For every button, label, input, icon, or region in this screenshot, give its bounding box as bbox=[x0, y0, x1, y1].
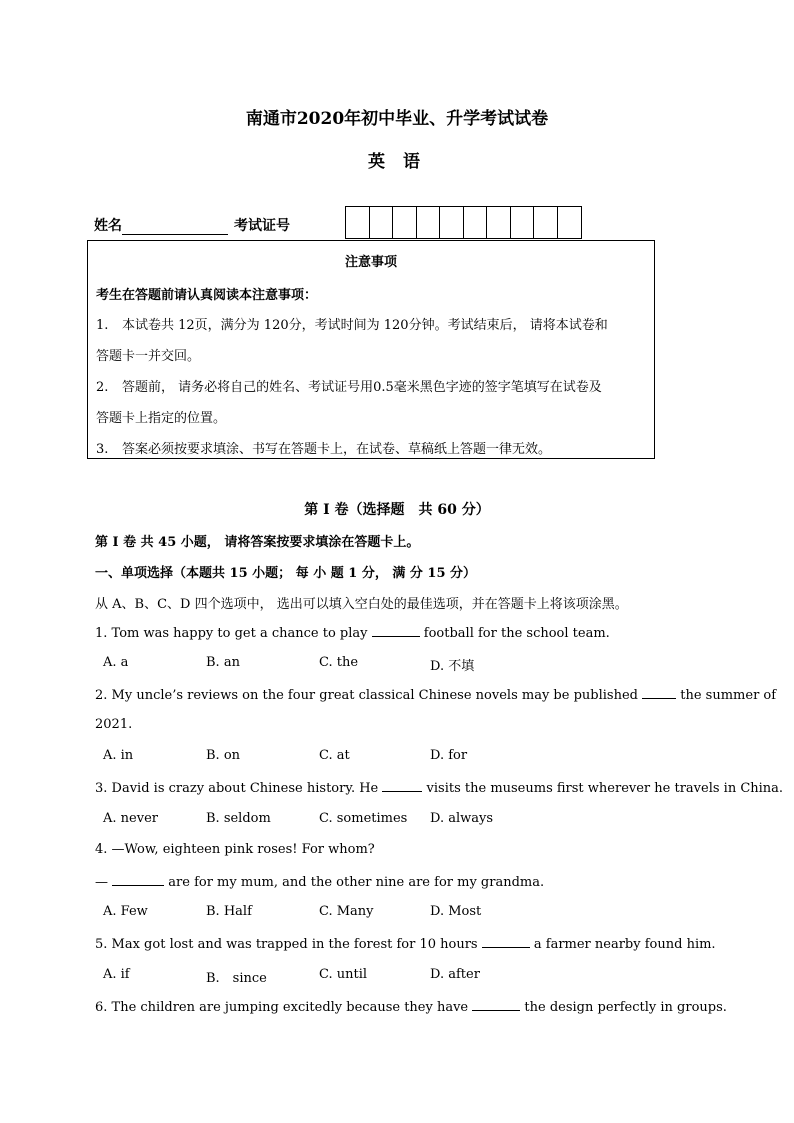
stem-text: the summer of bbox=[680, 688, 777, 703]
stem-text: 1. Tom was happy to get a chance to play bbox=[95, 626, 368, 641]
id-cell bbox=[417, 207, 441, 238]
question-stem: 4. —Wow, eighteen pink roses! For whom? bbox=[95, 842, 375, 857]
notice-box bbox=[87, 240, 655, 459]
option: C. the bbox=[319, 655, 359, 670]
dash: — bbox=[95, 875, 108, 890]
stem-text: a farmer nearby found him. bbox=[533, 937, 716, 952]
notice-item-num: 2. bbox=[96, 380, 109, 395]
id-cell bbox=[393, 207, 417, 238]
option: D. always bbox=[430, 811, 494, 826]
notice-item bbox=[96, 376, 602, 395]
option: C. at bbox=[319, 748, 350, 763]
notice-item-num: 1. bbox=[96, 318, 109, 333]
name-label: 姓名 bbox=[94, 218, 122, 234]
id-cell bbox=[558, 207, 582, 238]
notice-item bbox=[96, 438, 551, 457]
question-stem bbox=[95, 624, 610, 641]
name-blank bbox=[122, 220, 228, 235]
section-note: 第 I 卷 共 45 小题， 请将答案按要求填涂在答题卡上。 bbox=[95, 535, 420, 550]
page-title: 南通市2020年初中毕业、升学考试试卷 bbox=[245, 109, 549, 129]
option: A. in bbox=[103, 748, 134, 763]
answer-blank bbox=[482, 935, 530, 948]
answer-blank bbox=[642, 686, 676, 699]
notice-item-num: 3. bbox=[96, 442, 109, 457]
stem-text: the design perfectly in groups. bbox=[524, 1000, 727, 1015]
option: A. a bbox=[103, 655, 129, 670]
notice-intro: 考生在答题前请认真阅读本注意事项： bbox=[96, 288, 318, 303]
answer-blank bbox=[382, 779, 422, 792]
name-id-line bbox=[94, 215, 290, 235]
id-cell bbox=[487, 207, 511, 238]
question-stem bbox=[95, 935, 716, 952]
option: D. Most bbox=[430, 904, 482, 919]
option: B. since bbox=[206, 971, 267, 986]
exam-id-grid bbox=[345, 206, 582, 239]
notice-item bbox=[96, 407, 226, 426]
stem-text: football for the school team. bbox=[423, 626, 610, 641]
part-instruction: 从 A、B、C、D 四个选项中， 选出可以填入空白处的最佳选项，并在答题卡上将该项涂黑。 bbox=[95, 597, 628, 612]
stem-text: are for my mum, and the other nine are for my grandma. bbox=[168, 875, 545, 890]
exam-id-label: 考试证号 bbox=[234, 218, 290, 234]
notice-item-text: 答题卡一并交回。 bbox=[96, 349, 201, 364]
option: B. seldom bbox=[206, 811, 271, 826]
subject-title: 英 语 bbox=[368, 152, 426, 172]
stem-text: visits the museums first wherever he travels in China. bbox=[426, 781, 784, 796]
notice-item-text: 答题卡上指定的位置。 bbox=[96, 411, 227, 426]
option: A. if bbox=[103, 967, 130, 982]
option: A. never bbox=[103, 811, 158, 826]
notice-item bbox=[96, 314, 608, 333]
stem-text: 2. My uncle’s reviews on the four great classical Chinese novels may be published bbox=[95, 688, 638, 703]
notice-item bbox=[96, 345, 200, 364]
option: B. an bbox=[206, 655, 240, 670]
option: C. until bbox=[319, 967, 368, 982]
option: D. after bbox=[430, 967, 480, 982]
question-stem bbox=[95, 998, 727, 1015]
part-title: 一、单项选择（本题共 15 小题； 每 小 题 1 分， 满 分 15 分） bbox=[95, 566, 477, 581]
id-cell bbox=[464, 207, 488, 238]
question-stem bbox=[95, 779, 783, 796]
option: D. 不填 bbox=[430, 659, 475, 674]
answer-blank bbox=[472, 998, 520, 1011]
id-cell bbox=[346, 207, 370, 238]
question-stem bbox=[95, 873, 544, 890]
option: C. Many bbox=[319, 904, 374, 919]
id-cell bbox=[440, 207, 464, 238]
notice-item-text: 本试卷共 12页，满分为 120分，考试时间为 120分钟。考试结束后， 请将本试卷和 bbox=[122, 318, 608, 333]
stem-text: 2021. bbox=[95, 717, 133, 732]
answer-blank bbox=[112, 873, 164, 886]
notice-item-text: 答题前， 请务必将自己的姓名、考试证号用0.5毫米黑色字迹的签字笔填写在试卷及 bbox=[122, 380, 602, 395]
notice-item-text: 答案必须按要求填涂、书写在答题卡上，在试卷、草稿纸上答题一律无效。 bbox=[122, 442, 552, 457]
option: B. on bbox=[206, 748, 241, 763]
stem-text: 6. The children are jumping excitedly because they have bbox=[95, 1000, 469, 1015]
question-stem bbox=[95, 686, 776, 703]
id-cell bbox=[370, 207, 394, 238]
option: C. sometimes bbox=[319, 811, 408, 826]
option: B. Half bbox=[206, 904, 252, 919]
id-cell bbox=[511, 207, 535, 238]
option: A. Few bbox=[103, 904, 148, 919]
stem-text: 3. David is crazy about Chinese history. He bbox=[95, 781, 379, 796]
section-title: 第 I 卷（选择题 共 60 分） bbox=[304, 502, 490, 518]
option: D. for bbox=[430, 748, 468, 763]
stem-text: 5. Max got lost and was trapped in the forest for 10 hours bbox=[95, 937, 478, 952]
answer-blank bbox=[372, 624, 420, 637]
id-cell bbox=[534, 207, 558, 238]
notice-title: 注意事项 bbox=[344, 255, 397, 270]
